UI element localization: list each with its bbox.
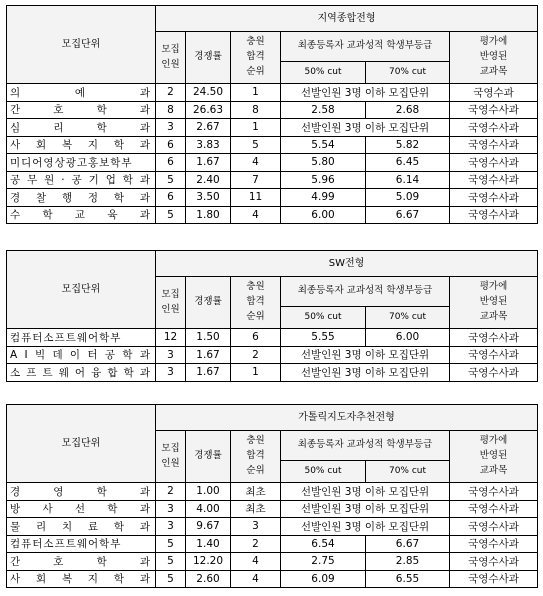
- rank-cell: 6: [231, 329, 281, 347]
- quota-cell: 3: [156, 500, 186, 518]
- subjects-cell: 국영수사과: [450, 364, 538, 382]
- header-subjects-line: 교과목: [479, 310, 508, 322]
- header-rank-line: 합격: [246, 450, 265, 462]
- unit-cell: 의 예 과: [7, 84, 156, 102]
- unit-cell: 컴퓨터소프트웨어학부: [7, 535, 156, 553]
- table-row: [7, 206, 538, 224]
- rank-cell: 4: [231, 154, 281, 172]
- rate-cell: 1.67: [186, 364, 231, 382]
- unit-cell: 컴퓨터소프트웨어학부: [7, 329, 156, 347]
- header-subjects-line: 평가에: [479, 435, 508, 447]
- cut-merged-cell: 선발인원 3명 이하 모집단위: [281, 84, 450, 102]
- table-row: [7, 154, 538, 172]
- header-subjects-line: 교과목: [479, 464, 508, 476]
- subjects-cell: 국영수사과: [450, 570, 538, 588]
- quota-cell: 5: [156, 535, 186, 553]
- quota-cell: 8: [156, 101, 186, 119]
- rank-cell: 2: [231, 535, 281, 553]
- table-row: [7, 364, 538, 382]
- header-grade: 최종등록자 교과성적 학생부등급: [281, 277, 450, 307]
- header-subjects-line: 반영된: [479, 51, 508, 63]
- cut70-cell: 2.68: [366, 101, 450, 119]
- table-title: 가톨릭지도자추천전형: [156, 405, 538, 431]
- subjects-cell: 국영수사과: [450, 518, 538, 536]
- rank-cell: 4: [231, 553, 281, 571]
- header-rank: [231, 431, 281, 483]
- table-row: [7, 136, 538, 154]
- subjects-cell: 국영수과: [450, 84, 538, 102]
- header-subjects-line: 평가에: [479, 281, 508, 293]
- header-cut70: 70% cut: [366, 307, 450, 329]
- header-cut70: 70% cut: [366, 461, 450, 483]
- subjects-cell: 국영수사과: [450, 535, 538, 553]
- cut50-cell: 5.55: [281, 329, 366, 347]
- subjects-cell: 국영수사과: [450, 189, 538, 207]
- unit-cell: 간 호 학 과: [7, 553, 156, 571]
- rank-cell: 5: [231, 136, 281, 154]
- table-row: [7, 329, 538, 347]
- unit-cell: 사 회 복 지 학 과: [7, 570, 156, 588]
- header-rank-line: 순위: [246, 65, 265, 77]
- header-quota: [156, 431, 186, 483]
- table-row: [7, 84, 538, 102]
- subjects-cell: 국영수사과: [450, 206, 538, 224]
- table-row: [7, 518, 538, 536]
- cut50-cell: 2.58: [281, 101, 366, 119]
- cut70-cell: 2.85: [366, 553, 450, 571]
- rank-cell: 7: [231, 171, 281, 189]
- subjects-cell: 국영수사과: [450, 101, 538, 119]
- header-subjects-line: 반영된: [479, 450, 508, 462]
- table-row: [7, 119, 538, 137]
- header-rate: 경쟁률: [186, 32, 231, 84]
- header-rank-line: 순위: [246, 310, 265, 322]
- quota-cell: 3: [156, 364, 186, 382]
- header-quota-line: 인원: [161, 457, 180, 469]
- header-cut50: 50% cut: [281, 62, 366, 84]
- header-quota-line: 인원: [161, 58, 180, 70]
- rank-cell: 4: [231, 570, 281, 588]
- quota-cell: 6: [156, 136, 186, 154]
- header-subjects-line: 평가에: [479, 36, 508, 48]
- header-unit: 모집단위: [7, 405, 156, 483]
- header-grade: 최종등록자 교과성적 학생부등급: [281, 431, 450, 461]
- rank-cell: 8: [231, 101, 281, 119]
- table-row: [7, 171, 538, 189]
- cut50-cell: 6.00: [281, 206, 366, 224]
- rate-cell: 4.00: [186, 500, 231, 518]
- header-subjects-line: 교과목: [479, 65, 508, 77]
- quota-cell: 2: [156, 483, 186, 501]
- rate-cell: 1.50: [186, 329, 231, 347]
- header-rank: [231, 277, 281, 329]
- subjects-cell: 국영수사과: [450, 500, 538, 518]
- header-grade: 최종등록자 교과성적 학생부등급: [281, 32, 450, 62]
- rate-cell: 2.60: [186, 570, 231, 588]
- cut70-cell: 6.00: [366, 329, 450, 347]
- cut70-cell: 5.09: [366, 189, 450, 207]
- header-subjects-line: 반영된: [479, 296, 508, 308]
- rate-cell: 1.80: [186, 206, 231, 224]
- cut50-cell: 4.99: [281, 189, 366, 207]
- header-rate: 경쟁률: [186, 431, 231, 483]
- header-rank-line: 충원: [246, 281, 265, 293]
- unit-cell: 경 영 학 과: [7, 483, 156, 501]
- quota-cell: 5: [156, 553, 186, 571]
- header-rank: [231, 32, 281, 84]
- header-unit: 모집단위: [7, 251, 156, 329]
- subjects-cell: 국영수사과: [450, 553, 538, 571]
- cut50-cell: 6.09: [281, 570, 366, 588]
- unit-cell: 경 찰 행 정 학 과: [7, 189, 156, 207]
- cut-merged-cell: 선발인원 3명 이하 모집단위: [281, 364, 450, 382]
- results-table-1: [6, 5, 538, 224]
- rank-cell: 3: [231, 518, 281, 536]
- cut50-cell: 5.80: [281, 154, 366, 172]
- table-row: [7, 570, 538, 588]
- rate-cell: 24.50: [186, 84, 231, 102]
- table-title: 지역종합전형: [156, 6, 538, 32]
- unit-cell: 간 호 학 과: [7, 101, 156, 119]
- subjects-cell: 국영수사과: [450, 346, 538, 364]
- rank-cell: 최초: [231, 500, 281, 518]
- header-quota-line: 모집: [161, 288, 180, 300]
- rank-cell: 4: [231, 206, 281, 224]
- rank-cell: 최초: [231, 483, 281, 501]
- subjects-cell: 국영수사과: [450, 136, 538, 154]
- header-cut50: 50% cut: [281, 461, 366, 483]
- rank-cell: 1: [231, 364, 281, 382]
- rank-cell: 1: [231, 84, 281, 102]
- unit-cell: 사 회 복 지 학 과: [7, 136, 156, 154]
- header-rank-line: 합격: [246, 296, 265, 308]
- quota-cell: 3: [156, 346, 186, 364]
- table-row: [7, 483, 538, 501]
- header-quota-line: 인원: [161, 303, 180, 315]
- unit-cell: 소 프 트 웨 어 융 합 학 과: [7, 364, 156, 382]
- header-quota-line: 모집: [161, 442, 180, 454]
- cut-merged-cell: 선발인원 3명 이하 모집단위: [281, 483, 450, 501]
- unit-cell: 수 학 교 육 과: [7, 206, 156, 224]
- cut50-cell: 5.54: [281, 136, 366, 154]
- rate-cell: 1.40: [186, 535, 231, 553]
- subjects-cell: 국영수사과: [450, 154, 538, 172]
- rate-cell: 1.67: [186, 154, 231, 172]
- rate-cell: 12.20: [186, 553, 231, 571]
- table-row: [7, 101, 538, 119]
- rate-cell: 3.83: [186, 136, 231, 154]
- table-row: [7, 500, 538, 518]
- cut70-cell: 6.67: [366, 206, 450, 224]
- rate-cell: 3.50: [186, 189, 231, 207]
- header-rank-line: 충원: [246, 435, 265, 447]
- cut70-cell: 6.55: [366, 570, 450, 588]
- cut70-cell: 6.67: [366, 535, 450, 553]
- subjects-cell: 국영수사과: [450, 483, 538, 501]
- rate-cell: 9.67: [186, 518, 231, 536]
- rate-cell: 1.00: [186, 483, 231, 501]
- header-subjects: [450, 431, 538, 483]
- quota-cell: 2: [156, 84, 186, 102]
- quota-cell: 3: [156, 119, 186, 137]
- cut70-cell: 6.14: [366, 171, 450, 189]
- unit-cell: A I 빅 데 이 터 공 학 과: [7, 346, 156, 364]
- rate-cell: 2.67: [186, 119, 231, 137]
- table-row: [7, 346, 538, 364]
- unit-cell: 공 무 원 · 공 기 업 학 과: [7, 171, 156, 189]
- quota-cell: 3: [156, 518, 186, 536]
- results-table-2: [6, 250, 538, 382]
- header-rank-line: 합격: [246, 51, 265, 63]
- cut50-cell: 2.75: [281, 553, 366, 571]
- rank-cell: 2: [231, 346, 281, 364]
- rank-cell: 11: [231, 189, 281, 207]
- subjects-cell: 국영수사과: [450, 171, 538, 189]
- cut70-cell: 6.45: [366, 154, 450, 172]
- header-quota: [156, 277, 186, 329]
- subjects-cell: 국영수사과: [450, 329, 538, 347]
- cut-merged-cell: 선발인원 3명 이하 모집단위: [281, 518, 450, 536]
- header-cut50: 50% cut: [281, 307, 366, 329]
- cut50-cell: 5.96: [281, 171, 366, 189]
- cut50-cell: 6.54: [281, 535, 366, 553]
- cut-merged-cell: 선발인원 3명 이하 모집단위: [281, 346, 450, 364]
- cut-merged-cell: 선발인원 3명 이하 모집단위: [281, 119, 450, 137]
- header-subjects: [450, 32, 538, 84]
- rate-cell: 26.63: [186, 101, 231, 119]
- results-table-3: [6, 404, 538, 588]
- header-rank-line: 충원: [246, 36, 265, 48]
- quota-cell: 5: [156, 206, 186, 224]
- table-row: [7, 553, 538, 571]
- quota-cell: 5: [156, 171, 186, 189]
- cut-merged-cell: 선발인원 3명 이하 모집단위: [281, 500, 450, 518]
- subjects-cell: 국영수사과: [450, 119, 538, 137]
- rank-cell: 1: [231, 119, 281, 137]
- rate-cell: 1.67: [186, 346, 231, 364]
- header-rank-line: 순위: [246, 464, 265, 476]
- table-row: [7, 189, 538, 207]
- header-quota-line: 모집: [161, 43, 180, 55]
- quota-cell: 12: [156, 329, 186, 347]
- quota-cell: 6: [156, 154, 186, 172]
- quota-cell: 6: [156, 189, 186, 207]
- table-row: [7, 535, 538, 553]
- header-cut70: 70% cut: [366, 62, 450, 84]
- table-title: SW전형: [156, 251, 538, 277]
- header-rate: 경쟁률: [186, 277, 231, 329]
- cut70-cell: 5.82: [366, 136, 450, 154]
- unit-cell: 방 사 선 학 과: [7, 500, 156, 518]
- header-subjects: [450, 277, 538, 329]
- header-quota: [156, 32, 186, 84]
- quota-cell: 5: [156, 570, 186, 588]
- header-unit: 모집단위: [7, 6, 156, 84]
- rate-cell: 2.40: [186, 171, 231, 189]
- unit-cell: 물 리 치 료 학 과: [7, 518, 156, 536]
- unit-cell: 미디어영상광고홍보학부: [7, 154, 156, 172]
- unit-cell: 심 리 학 과: [7, 119, 156, 137]
